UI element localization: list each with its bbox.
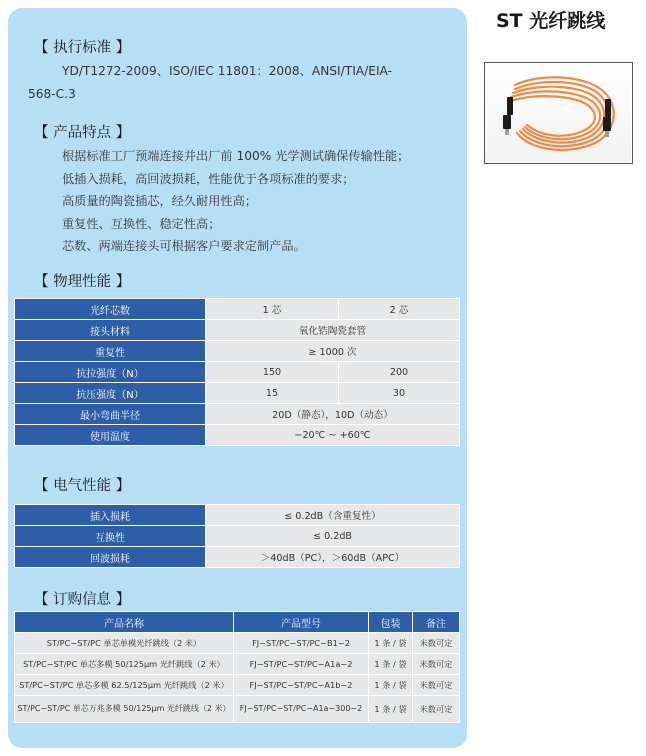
- row-label: 抗拉强度（N）: [15, 362, 206, 383]
- column-header: 备注: [413, 612, 460, 633]
- product-name: ST/PC−ST/PC 单芯万兆多模 50/125μm 光纤跳线（2 米）: [15, 696, 234, 723]
- feature-item: 重复性、互换性、稳定性高；: [62, 217, 221, 231]
- table-row: [15, 505, 460, 526]
- column-header: 包装: [369, 612, 413, 633]
- standards-line-2: 568-C.3: [28, 87, 76, 101]
- table-row: [15, 633, 460, 654]
- row-label: 插入损耗: [15, 505, 206, 526]
- product-note: 米数可定: [413, 654, 460, 675]
- physical-table: [14, 298, 460, 446]
- row-label: 回波损耗: [15, 547, 206, 568]
- table-row: [15, 404, 460, 425]
- table-header-row: [15, 612, 460, 633]
- cell-value: 20D（静态），10D（动态）: [206, 404, 460, 425]
- row-label: 接头材料: [15, 320, 206, 341]
- feature-item: 高质量的陶瓷插芯，经久耐用性高；: [62, 194, 257, 208]
- cell-value: 200: [339, 362, 460, 383]
- table-row: [15, 341, 460, 362]
- row-label: 最小弯曲半径: [15, 404, 206, 425]
- product-pack: 1 条 / 袋: [369, 675, 413, 696]
- fiber-patch-cord-icon: [485, 63, 631, 162]
- table-row: [15, 320, 460, 341]
- product-name: ST/PC−ST/PC 单芯多模 50/125μm 光纤跳线（2 米）: [15, 654, 234, 675]
- product-image: [484, 62, 633, 164]
- column-header: 产品型号: [234, 612, 369, 633]
- table-row: [15, 425, 460, 446]
- feature-item: 低插入损耗，高回波损耗，性能优于各项标准的要求；: [62, 172, 355, 186]
- row-label: 重复性: [15, 341, 206, 362]
- row-label: 光纤芯数: [15, 299, 206, 320]
- cell-value: 1 芯: [206, 299, 339, 320]
- standards-line-1: YD/T1272-2009、ISO/IEC 11801：2008、ANSI/TIA/EIA-: [62, 64, 393, 78]
- cell-value: 30: [339, 383, 460, 404]
- table-row: [15, 299, 460, 320]
- row-label: 互换性: [15, 526, 206, 547]
- product-model: FJ−ST/PC−ST/PC−B1−2: [234, 633, 369, 654]
- cell-value: 15: [206, 383, 339, 404]
- table-row: [15, 526, 460, 547]
- cell-value: ≤ 0.2dB（含重复性）: [206, 505, 460, 526]
- standards-title: 【 执行标准 】: [34, 40, 131, 56]
- product-name: ST/PC−ST/PC 单芯多模 62.5/125μm 光纤跳线（2 米）: [15, 675, 234, 696]
- row-label: 使用温度: [15, 425, 206, 446]
- table-row: [15, 696, 460, 723]
- page-title: ST 光纤跳线: [496, 10, 606, 32]
- product-model: FJ−ST/PC−ST/PC−A1b−2: [234, 675, 369, 696]
- cell-value: 150: [206, 362, 339, 383]
- cell-value: 2 芯: [339, 299, 460, 320]
- cell-value: ＞40dB（PC），＞60dB（APC）: [206, 547, 460, 568]
- product-note: 米数可定: [413, 675, 460, 696]
- table-row: [15, 675, 460, 696]
- cell-value: ≥ 1000 次: [206, 341, 460, 362]
- electrical-title: 【 电气性能 】: [34, 478, 131, 494]
- product-pack: 1 条 / 袋: [369, 696, 413, 723]
- spec-panel: [8, 8, 467, 748]
- ordering-table: [14, 611, 460, 723]
- product-pack: 1 条 / 袋: [369, 654, 413, 675]
- table-row: [15, 654, 460, 675]
- table-row: [15, 547, 460, 568]
- cell-value: 氧化锆陶瓷套管: [206, 320, 460, 341]
- electrical-table: [14, 504, 460, 568]
- features-title: 【 产品特点 】: [34, 125, 131, 141]
- column-header: 产品名称: [15, 612, 234, 633]
- ordering-title: 【 订购信息 】: [34, 592, 131, 608]
- cell-value: −20℃ ~ +60℃: [206, 425, 460, 446]
- product-note: 米数可定: [413, 696, 460, 723]
- row-label: 抗压强度（N）: [15, 383, 206, 404]
- cell-value: ≤ 0.2dB: [206, 526, 460, 547]
- table-row: [15, 383, 460, 404]
- table-row: [15, 362, 460, 383]
- product-name: ST/PC−ST/PC 单芯单模光纤跳线（2 米）: [15, 633, 234, 654]
- product-model: FJ−ST/PC−ST/PC−A1a−2: [234, 654, 369, 675]
- physical-title: 【 物理性能 】: [34, 274, 131, 290]
- feature-item: 芯数、两端连接头可根据客户要求定制产品。: [62, 239, 306, 253]
- product-note: 米数可定: [413, 633, 460, 654]
- feature-item: 根据标准工厂预端连接并出厂前 100% 光学测试确保传输性能；: [62, 149, 410, 163]
- product-model: FJ−ST/PC−ST/PC−A1a−300−2: [234, 696, 369, 723]
- product-pack: 1 条 / 袋: [369, 633, 413, 654]
